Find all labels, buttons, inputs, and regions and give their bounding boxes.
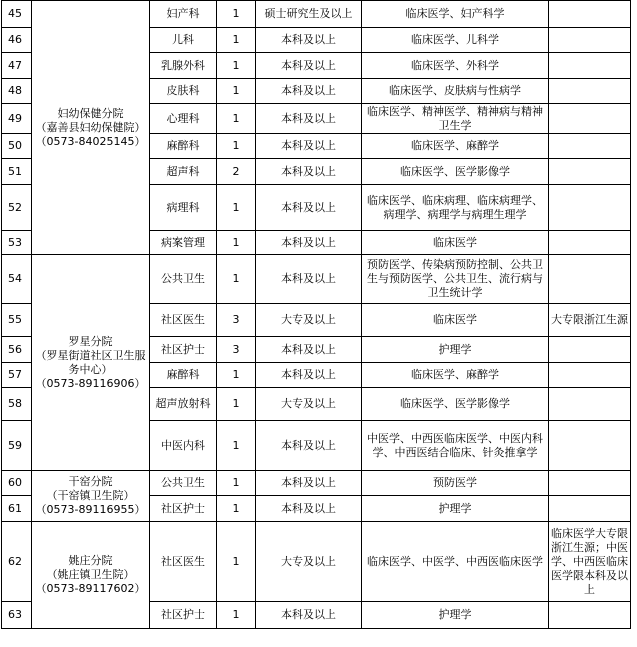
unit-phone: （0573-89117602） — [35, 582, 146, 595]
edu-cell: 本科及以上 — [256, 421, 362, 471]
row-number: 53 — [2, 231, 32, 255]
row-number: 61 — [2, 496, 32, 522]
edu-cell: 本科及以上 — [256, 134, 362, 159]
edu-cell: 本科及以上 — [256, 53, 362, 79]
table-row — [2, 1, 631, 28]
count-cell: 1 — [217, 134, 256, 159]
edu-cell: 本科及以上 — [256, 159, 362, 185]
unit-alias: （干窑镇卫生院） — [46, 489, 135, 502]
count-cell: 1 — [217, 255, 256, 304]
unit-name: 妇幼保健分院 — [57, 106, 124, 120]
edu-cell: 本科及以上 — [256, 496, 362, 522]
edu-cell: 硕士研究生及以上 — [256, 1, 362, 28]
unit-cell — [32, 522, 150, 629]
row-number: 62 — [2, 522, 32, 602]
dept-cell: 社区护士 — [150, 337, 217, 363]
major-cell: 护理学 — [362, 337, 549, 363]
note-cell — [549, 79, 631, 104]
dept-cell: 公共卫生 — [150, 255, 217, 304]
note-cell — [549, 496, 631, 522]
major-cell: 临床医学、儿科学 — [362, 28, 549, 53]
edu-cell: 本科及以上 — [256, 602, 362, 629]
unit-alias: （罗星街道社区卫生服务中心） — [35, 348, 146, 376]
note-cell — [549, 159, 631, 185]
note-cell — [549, 53, 631, 79]
row-number: 55 — [2, 304, 32, 337]
count-cell: 3 — [217, 304, 256, 337]
row-number: 47 — [2, 53, 32, 79]
unit-name: 罗星分院 — [68, 334, 113, 348]
row-number: 63 — [2, 602, 32, 629]
edu-cell: 本科及以上 — [256, 79, 362, 104]
unit-cell — [32, 471, 150, 522]
row-number: 50 — [2, 134, 32, 159]
major-cell: 临床医学 — [362, 231, 549, 255]
table-row — [2, 471, 631, 496]
count-cell: 1 — [217, 522, 256, 602]
count-cell: 1 — [217, 28, 256, 53]
edu-cell: 本科及以上 — [256, 363, 362, 388]
major-cell: 中医学、中西医临床医学、中医内科学、中西医结合临床、针灸推拿学 — [362, 421, 549, 471]
dept-cell: 社区护士 — [150, 496, 217, 522]
major-cell: 护理学 — [362, 602, 549, 629]
note-cell: 临床医学大专限浙江生源；中医学、中西医临床医学限本科及以上 — [549, 522, 631, 602]
unit-phone: （0573-84025145） — [35, 134, 146, 148]
dept-cell: 心理科 — [150, 104, 217, 134]
dept-cell: 超声放射科 — [150, 388, 217, 421]
count-cell: 1 — [217, 231, 256, 255]
major-cell: 临床医学、医学影像学 — [362, 159, 549, 185]
count-cell: 2 — [217, 159, 256, 185]
count-cell: 1 — [217, 53, 256, 79]
unit-cell — [32, 1, 150, 255]
row-number: 46 — [2, 28, 32, 53]
dept-cell: 妇产科 — [150, 1, 217, 28]
note-cell — [549, 255, 631, 304]
dept-cell: 皮肤科 — [150, 79, 217, 104]
major-cell: 临床医学、麻醉学 — [362, 134, 549, 159]
count-cell: 1 — [217, 363, 256, 388]
dept-cell: 中医内科 — [150, 421, 217, 471]
edu-cell: 本科及以上 — [256, 185, 362, 231]
unit-alias: （姚庄镇卫生院） — [46, 568, 135, 581]
major-cell: 临床医学、外科学 — [362, 53, 549, 79]
note-cell — [549, 363, 631, 388]
note-cell — [549, 602, 631, 629]
dept-cell: 公共卫生 — [150, 471, 217, 496]
unit-phone: （0573-89116955） — [35, 503, 146, 516]
row-number: 59 — [2, 421, 32, 471]
edu-cell: 大专及以上 — [256, 522, 362, 602]
note-cell — [549, 388, 631, 421]
dept-cell: 乳腺外科 — [150, 53, 217, 79]
count-cell: 1 — [217, 421, 256, 471]
edu-cell: 本科及以上 — [256, 104, 362, 134]
dept-cell: 麻醉科 — [150, 363, 217, 388]
note-cell — [549, 28, 631, 53]
major-cell: 临床医学、麻醉学 — [362, 363, 549, 388]
unit-name: 干窑分院 — [68, 475, 113, 488]
major-cell: 临床医学、皮肤病与性病学 — [362, 79, 549, 104]
dept-cell: 病案管理 — [150, 231, 217, 255]
note-cell — [549, 1, 631, 28]
count-cell: 3 — [217, 337, 256, 363]
dept-cell: 超声科 — [150, 159, 217, 185]
edu-cell: 大专及以上 — [256, 304, 362, 337]
unit-name: 姚庄分院 — [68, 554, 113, 567]
edu-cell: 本科及以上 — [256, 337, 362, 363]
edu-cell: 本科及以上 — [256, 471, 362, 496]
unit-phone: （0573-89116906） — [35, 376, 146, 390]
row-number: 54 — [2, 255, 32, 304]
row-number: 58 — [2, 388, 32, 421]
row-number: 45 — [2, 1, 32, 28]
count-cell: 1 — [217, 104, 256, 134]
major-cell: 临床医学、医学影像学 — [362, 388, 549, 421]
row-number: 52 — [2, 185, 32, 231]
count-cell: 1 — [217, 185, 256, 231]
table-row — [2, 255, 631, 304]
note-cell — [549, 421, 631, 471]
count-cell: 1 — [217, 496, 256, 522]
edu-cell: 大专及以上 — [256, 388, 362, 421]
edu-cell: 本科及以上 — [256, 255, 362, 304]
unit-alias: （嘉善县妇幼保健院） — [35, 120, 146, 134]
major-cell: 临床医学、妇产科学 — [362, 1, 549, 28]
dept-cell: 社区医生 — [150, 522, 217, 602]
count-cell: 1 — [217, 602, 256, 629]
dept-cell: 病理科 — [150, 185, 217, 231]
major-cell: 预防医学 — [362, 471, 549, 496]
note-cell — [549, 104, 631, 134]
major-cell: 临床医学、临床病理、临床病理学、病理学、病理学与病理生理学 — [362, 185, 549, 231]
edu-cell: 本科及以上 — [256, 28, 362, 53]
dept-cell: 社区医生 — [150, 304, 217, 337]
row-number: 57 — [2, 363, 32, 388]
note-cell — [549, 231, 631, 255]
table-row — [2, 522, 631, 602]
dept-cell: 麻醉科 — [150, 134, 217, 159]
note-cell — [549, 337, 631, 363]
note-cell — [549, 185, 631, 231]
count-cell: 1 — [217, 388, 256, 421]
major-cell: 预防医学、传染病预防控制、公共卫生与预防医学、公共卫生、流行病与卫生统计学 — [362, 255, 549, 304]
dept-cell: 儿科 — [150, 28, 217, 53]
note-cell — [549, 134, 631, 159]
note-cell — [549, 471, 631, 496]
row-number: 49 — [2, 104, 32, 134]
recruitment-table — [1, 0, 631, 629]
major-cell: 护理学 — [362, 496, 549, 522]
row-number: 51 — [2, 159, 32, 185]
count-cell: 1 — [217, 471, 256, 496]
major-cell: 临床医学、中医学、中西医临床医学 — [362, 522, 549, 602]
count-cell: 1 — [217, 79, 256, 104]
major-cell: 临床医学、精神医学、精神病与精神卫生学 — [362, 104, 549, 134]
row-number: 56 — [2, 337, 32, 363]
dept-cell: 社区护士 — [150, 602, 217, 629]
row-number: 60 — [2, 471, 32, 496]
unit-cell — [32, 255, 150, 471]
note-cell: 大专限浙江生源 — [549, 304, 631, 337]
edu-cell: 本科及以上 — [256, 231, 362, 255]
row-number: 48 — [2, 79, 32, 104]
major-cell: 临床医学 — [362, 304, 549, 337]
count-cell: 1 — [217, 1, 256, 28]
